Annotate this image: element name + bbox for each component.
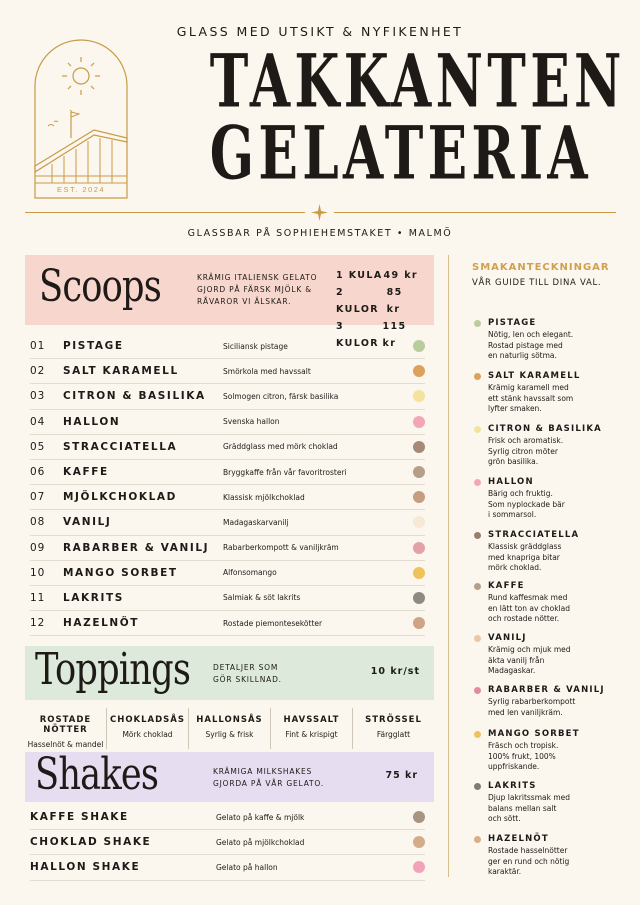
- shakes-list: [30, 805, 425, 881]
- note-line: 100% frukt, 100%: [488, 751, 556, 761]
- shake-name: CHOKLAD SHAKE: [30, 836, 152, 849]
- note-line: Nötig, len och elegant.: [488, 330, 574, 339]
- shake-row: [30, 830, 425, 855]
- flavor-name: SALT KARAMELL: [63, 365, 179, 378]
- topping-item: [106, 708, 188, 749]
- shake-name: HALLON SHAKE: [30, 861, 141, 874]
- topping-description: Hasselnöt & mandel: [27, 740, 104, 749]
- note-line: lyfter smaken.: [488, 404, 542, 413]
- flavor-color-swatch: [413, 466, 425, 478]
- title-line-2: GELATERIA: [209, 109, 592, 196]
- note-line: ger en rund och nötig: [488, 856, 570, 866]
- flavor-row: [30, 410, 425, 435]
- note-color-dot: [474, 320, 481, 327]
- note-color-dot: [474, 836, 481, 843]
- star-ornament-icon: [311, 204, 328, 221]
- flavor-number: 10: [30, 566, 46, 579]
- flavor-description: Rabarberkompott & vaniljkräm: [223, 543, 339, 553]
- note-line: Klassisk gräddglass: [488, 542, 562, 551]
- shake-color-swatch: [413, 811, 425, 823]
- note-color-dot: [474, 583, 481, 590]
- tasting-note: [474, 371, 614, 415]
- tasting-note: [474, 633, 614, 677]
- price-row: 1 KULA 49 kr: [336, 270, 418, 281]
- note-line: Syrlig citron möter: [488, 446, 558, 456]
- flavor-number: 04: [30, 415, 46, 428]
- note-name: SALT KARAMELL: [488, 371, 581, 381]
- tasting-note: [474, 318, 614, 362]
- note-line: och sött.: [488, 814, 521, 823]
- note-name: VANILJ: [488, 633, 527, 643]
- note-line: i sommarsol.: [488, 510, 537, 519]
- note-line: en naturlig sötma.: [488, 351, 557, 360]
- flavor-description: Gräddglass med mörk choklad: [223, 442, 338, 452]
- flavor-number: 03: [30, 390, 46, 403]
- divider-right: [334, 212, 616, 213]
- shake-row: [30, 855, 425, 880]
- note-color-dot: [474, 687, 481, 694]
- flavor-number: 12: [30, 617, 46, 630]
- note-name: STRACCIATELLA: [488, 530, 580, 540]
- flavor-description: Siciliansk pistage: [223, 341, 288, 351]
- note-line: Rund kaffesmak med: [488, 593, 568, 602]
- note-line: med len vaniljkräm.: [488, 707, 563, 717]
- shake-description: Gelato på kaffe & mjölk: [216, 812, 305, 822]
- topping-description: Färgglatt: [376, 730, 411, 739]
- note-line: balans mellan salt: [488, 803, 557, 813]
- shake-row: [30, 805, 425, 830]
- note-name: HAZELNÖT: [488, 834, 549, 844]
- shakes-heading: Shakes: [35, 749, 159, 800]
- flavor-color-swatch: [413, 416, 425, 428]
- flavor-name: HAZELNÖT: [63, 617, 140, 630]
- flavor-description: Alfonsomango: [223, 568, 277, 578]
- toppings-band: [25, 646, 434, 700]
- topping-name: HALLONSÅS: [196, 715, 263, 725]
- note-line: Frisk och aromatisk.: [488, 436, 564, 445]
- topping-description: Syrlig & frisk: [205, 730, 254, 739]
- title-line-1: TAKKANTEN: [209, 37, 626, 124]
- topping-name: STRÖSSEL: [365, 715, 422, 725]
- flavor-row: [30, 611, 425, 636]
- flavor-row: [30, 510, 425, 535]
- flavor-row: [30, 460, 425, 485]
- tasting-note: [474, 477, 614, 521]
- shakes-price: 75 kr: [385, 770, 418, 781]
- flavor-row: [30, 536, 425, 561]
- tasting-note: [474, 581, 614, 625]
- tasting-note: [474, 834, 614, 878]
- note-line: uppfriskande.: [488, 762, 540, 771]
- flavor-row: [30, 384, 425, 409]
- tagline: GLASS MED UTSIKT & NYFIKENHET: [176, 24, 464, 39]
- flavor-row: [30, 359, 425, 384]
- topping-name: CHOKLADSÅS: [109, 715, 186, 725]
- flavor-number: 09: [30, 541, 46, 554]
- logo-est-text: EST. 2024: [56, 185, 106, 194]
- flavor-description: Salmiak & söt lakrits: [223, 593, 301, 603]
- flavor-row: [30, 334, 425, 359]
- flavor-name: HALLON: [63, 415, 121, 428]
- flavor-row: [30, 586, 425, 611]
- note-line: Krämig karamell med: [488, 383, 569, 392]
- topping-item: [188, 708, 270, 749]
- note-name: KAFFE: [488, 581, 525, 591]
- topping-description: Mörk choklad: [122, 730, 173, 739]
- shakes-description: KRÄMIGA MILKSHAKES GJORDA PÅ VÅR GELATO.: [213, 767, 325, 788]
- note-line: grön basilika.: [488, 457, 539, 466]
- shakes-band: [25, 749, 434, 802]
- toppings-description: DETALJER SOM GÖR SKILLNAD.: [213, 663, 282, 684]
- tasting-note: [474, 729, 614, 773]
- flavor-name: VANILJ: [63, 516, 112, 529]
- scoops-list: [30, 334, 425, 636]
- tasting-note: [474, 685, 614, 718]
- sidebar-divider: [448, 255, 449, 877]
- note-line: karaktär.: [488, 867, 522, 876]
- note-color-dot: [474, 783, 481, 790]
- flavor-name: PISTAGE: [63, 340, 124, 353]
- flavor-number: 05: [30, 440, 46, 453]
- flavor-color-swatch: [413, 592, 425, 604]
- note-color-dot: [474, 373, 481, 380]
- scoops-description: KRÄMIG ITALIENSK GELATO GJORD PÅ FÄRSK MJÖLK & RÅVAROR VI ÄLSKAR.: [197, 273, 318, 306]
- flavor-color-swatch: [413, 441, 425, 453]
- note-line: och rostade nötter.: [488, 614, 560, 623]
- note-color-dot: [474, 426, 481, 433]
- flavor-row: [30, 485, 425, 510]
- flavor-description: Svenska hallon: [223, 417, 280, 427]
- note-line: Madagaskar.: [488, 666, 536, 675]
- note-line: Djup lakritssmak med: [488, 793, 571, 802]
- flavor-number: 02: [30, 365, 46, 378]
- tasting-note: [474, 424, 614, 468]
- flavor-number: 01: [30, 340, 46, 353]
- flavor-name: KAFFE: [63, 466, 109, 479]
- flavor-row: [30, 561, 425, 586]
- flavor-number: 06: [30, 466, 46, 479]
- subtagline: GLASSBAR PÅ SOPHIEHEMSTAKET • MALMÖ: [187, 228, 453, 239]
- shake-name: KAFFE SHAKE: [30, 811, 129, 824]
- flavor-number: 11: [30, 591, 46, 604]
- topping-name: ROSTADE NÖTTER: [39, 715, 92, 735]
- topping-item: [25, 708, 106, 749]
- topping-name: HAVSSALT: [283, 715, 340, 725]
- note-name: LAKRITS: [488, 781, 537, 791]
- flavor-description: Solmogen citron, färsk basilika: [223, 391, 339, 401]
- note-line: äkta vanilj från: [488, 655, 545, 665]
- flavor-number: 08: [30, 516, 46, 529]
- shake-description: Gelato på mjölkchoklad: [216, 837, 305, 847]
- note-line: Rostad pistage med: [488, 340, 563, 350]
- flavor-row: [30, 435, 425, 460]
- flavor-color-swatch: [413, 340, 425, 352]
- rooftop-logo-icon: [32, 38, 130, 200]
- sidebar-heading: SMAKANTECKNINGAR: [472, 262, 610, 273]
- flavor-description: Madagaskarvanilj: [223, 517, 289, 527]
- flavor-color-swatch: [413, 567, 425, 579]
- price-row: 2 KULOR 85 kr: [336, 287, 403, 315]
- toppings-price: 10 kr/st: [370, 666, 420, 677]
- topping-description: Fint & krispigt: [285, 730, 338, 739]
- note-line: Bärig och fruktig.: [488, 489, 553, 498]
- note-line: Fräsch och tropisk.: [488, 741, 559, 750]
- note-line: Som nyplockade bär: [488, 499, 565, 509]
- tasting-note: [474, 781, 614, 825]
- note-name: MANGO SORBET: [488, 729, 580, 739]
- flavor-number: 07: [30, 491, 46, 504]
- note-name: RABARBER & VANILJ: [488, 685, 605, 695]
- toppings-heading: Toppings: [35, 644, 191, 695]
- note-color-dot: [474, 635, 481, 642]
- flavor-description: Rostade piemontesekötter: [223, 618, 323, 628]
- note-color-dot: [474, 532, 481, 539]
- sidebar-subheading: VÅR GUIDE TILL DINA VAL.: [472, 278, 602, 288]
- note-name: HALLON: [488, 477, 534, 487]
- scoops-heading: Scoops: [39, 261, 162, 312]
- note-line: ett stänk havssalt som: [488, 393, 574, 403]
- note-color-dot: [474, 479, 481, 486]
- flavor-name: STRACCIATELLA: [63, 440, 178, 453]
- topping-item: [270, 708, 352, 749]
- tasting-note: [474, 530, 614, 574]
- flavor-name: RABARBER & VANILJ: [63, 541, 210, 554]
- note-line: en lätt ton av choklad: [488, 603, 571, 613]
- note-line: Krämig och mjuk med: [488, 645, 571, 654]
- flavor-description: Klassisk mjölkchoklad: [223, 492, 305, 502]
- flavor-name: MJÖLKCHOKLAD: [63, 491, 177, 504]
- note-name: PISTAGE: [488, 318, 537, 328]
- note-line: Syrlig rabarberkompott: [488, 697, 576, 706]
- flavor-name: LAKRITS: [63, 591, 124, 604]
- flavor-name: CITRON & BASILIKA: [63, 390, 206, 403]
- flavor-description: Smörkola med havssalt: [223, 366, 311, 376]
- topping-item: [352, 708, 434, 749]
- shake-description: Gelato på hallon: [216, 862, 278, 872]
- flavor-color-swatch: [413, 542, 425, 554]
- toppings-list: [25, 708, 434, 749]
- note-color-dot: [474, 731, 481, 738]
- note-line: med knapriga bitar: [488, 552, 560, 562]
- flavor-name: MANGO SORBET: [63, 566, 178, 579]
- price-row: 3 KULOR 115 kr: [336, 321, 407, 349]
- note-line: Rostade hasselnötter: [488, 846, 568, 855]
- divider-left: [25, 212, 305, 213]
- note-line: mörk choklad.: [488, 563, 542, 572]
- flavor-description: Bryggkaffe från vår favoritrosteri: [223, 467, 347, 477]
- note-name: CITRON & BASILIKA: [488, 424, 602, 434]
